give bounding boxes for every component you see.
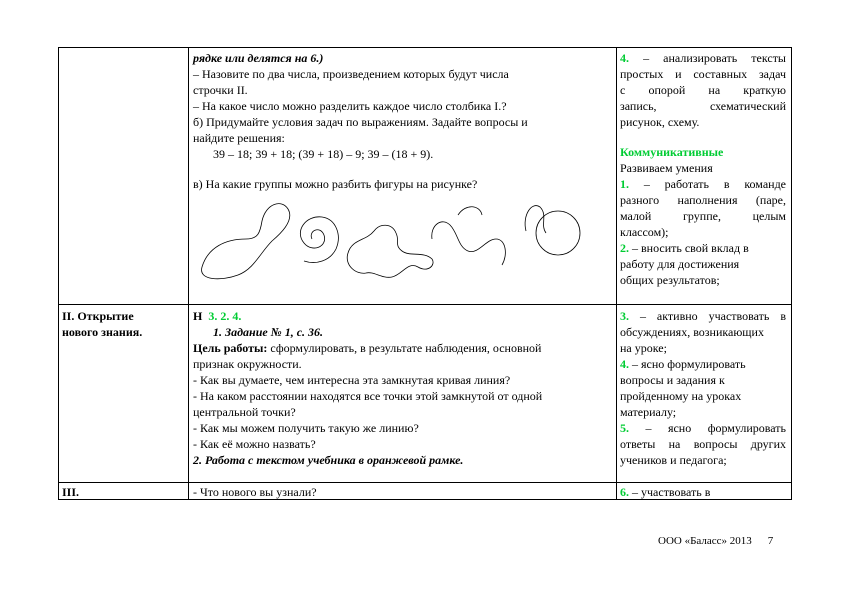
text-line: рисунок, схему. — [620, 115, 700, 129]
question: - Что нового вы узнали? — [193, 485, 317, 499]
question: - На каком расстоянии находятся все точки этой замкнутой от одной — [193, 389, 543, 403]
text-line: строчки II. — [193, 83, 248, 97]
skill-item: 4. – ясно формулировать — [620, 357, 746, 371]
stage-label — [62, 484, 184, 500]
text-line: материалу; — [620, 405, 677, 419]
text-line: классом); — [620, 225, 669, 239]
row1-right — [620, 50, 786, 288]
spacer — [620, 130, 786, 144]
page-footer — [658, 533, 773, 549]
row2-right — [620, 308, 786, 468]
text-line: ответы на вопросы других — [620, 437, 786, 451]
text-line: общих результатов; — [620, 273, 720, 287]
stage-label — [62, 308, 184, 340]
circle-figure — [536, 211, 580, 255]
text-line: центральной точки? — [193, 405, 296, 419]
curves-figure — [196, 195, 584, 285]
row-divider — [58, 304, 792, 305]
skill-item: 6. – участвовать в — [620, 485, 711, 499]
text-line: признак окружности. — [193, 357, 302, 371]
text-line: – Назовите по два числа, произведением которых будут числа — [193, 67, 509, 81]
stage-title: III. — [62, 485, 80, 499]
question: - Как её можно назвать? — [193, 437, 316, 451]
closed-curve — [347, 225, 433, 277]
table-border-top — [58, 47, 792, 48]
wavy-curve — [432, 222, 506, 265]
text-line: б) Придумайте условия задач по выражениям. Задайте вопросы и — [193, 115, 528, 129]
text-line: учеников и педагога; — [620, 453, 727, 467]
skills-ref: Н 3. 2. 4. — [193, 309, 242, 323]
text-line: с опорой на краткую — [620, 83, 786, 97]
text-line: пройденному на уроках — [620, 389, 742, 403]
text-line: обсуждениях, возникающих — [620, 325, 764, 339]
wavy-curve — [525, 206, 546, 233]
stage-title: нового знания. — [62, 325, 143, 339]
wavy-curve — [458, 207, 482, 215]
page-number: 7 — [767, 535, 774, 547]
row3-content — [193, 484, 611, 500]
text-line: рядке или делятся на 6.) — [193, 51, 324, 65]
text-line: простых и составных задач — [620, 67, 786, 81]
text-line: в) На какие группы можно разбить фигуры на рисунке? — [193, 177, 478, 191]
text-line: на уроке; — [620, 341, 667, 355]
row1-content — [193, 50, 611, 192]
table-border-right — [791, 47, 792, 500]
question: - Как вы думаете, чем интересна эта замкнутая кривая линия? — [193, 373, 511, 387]
text-line: найдите решения: — [193, 131, 285, 145]
skill-item: 3. – активно участвовать в — [620, 309, 786, 323]
row3-right — [620, 484, 786, 500]
stage-title: II. Открытие — [62, 309, 134, 323]
skill-item: 4. – анализировать тексты — [620, 51, 786, 65]
text-line: вопросы и задания к — [620, 373, 725, 387]
closed-curve — [202, 204, 290, 279]
column-divider — [616, 47, 617, 500]
text-line: разного наполнения (паре, — [620, 193, 786, 207]
question: - Как мы можем получить такую же линию? — [193, 421, 419, 435]
skill-item: 5. – ясно формулировать — [620, 421, 787, 435]
expressions: 39 – 18; 39 + 18; (39 + 18) – 9; 39 – (18 + 9). — [213, 147, 434, 161]
table-border-left — [58, 47, 59, 500]
lesson-table — [58, 47, 792, 500]
text-line: малой группе, целым — [620, 209, 786, 223]
skill-item: 1. – работать в команде — [620, 177, 786, 191]
spiral-curve — [300, 217, 338, 263]
column-divider — [188, 47, 189, 500]
goal-line: Цель работы: сформулировать, в результате наблюдения, основной — [193, 341, 542, 355]
section-heading: Коммуникативные — [620, 145, 724, 159]
row-divider — [58, 482, 792, 483]
skill-item: 2. – вносить свой вклад в — [620, 241, 749, 255]
publisher-label: ООО «Баласс» 2013 — [658, 535, 752, 547]
task-title: 2. Работа с текстом учебника в оранжевой рамке. — [193, 453, 464, 467]
spacer — [193, 162, 611, 176]
section-subheading: Развиваем умения — [620, 161, 713, 175]
text-line: работу для достижения — [620, 257, 740, 271]
row2-content — [193, 308, 611, 468]
task-title: 1. Задание № 1, с. 36. — [213, 325, 324, 339]
text-line: запись, схематический — [620, 99, 786, 113]
text-line: – На какое число можно разделить каждое число столбика I.? — [193, 99, 507, 113]
